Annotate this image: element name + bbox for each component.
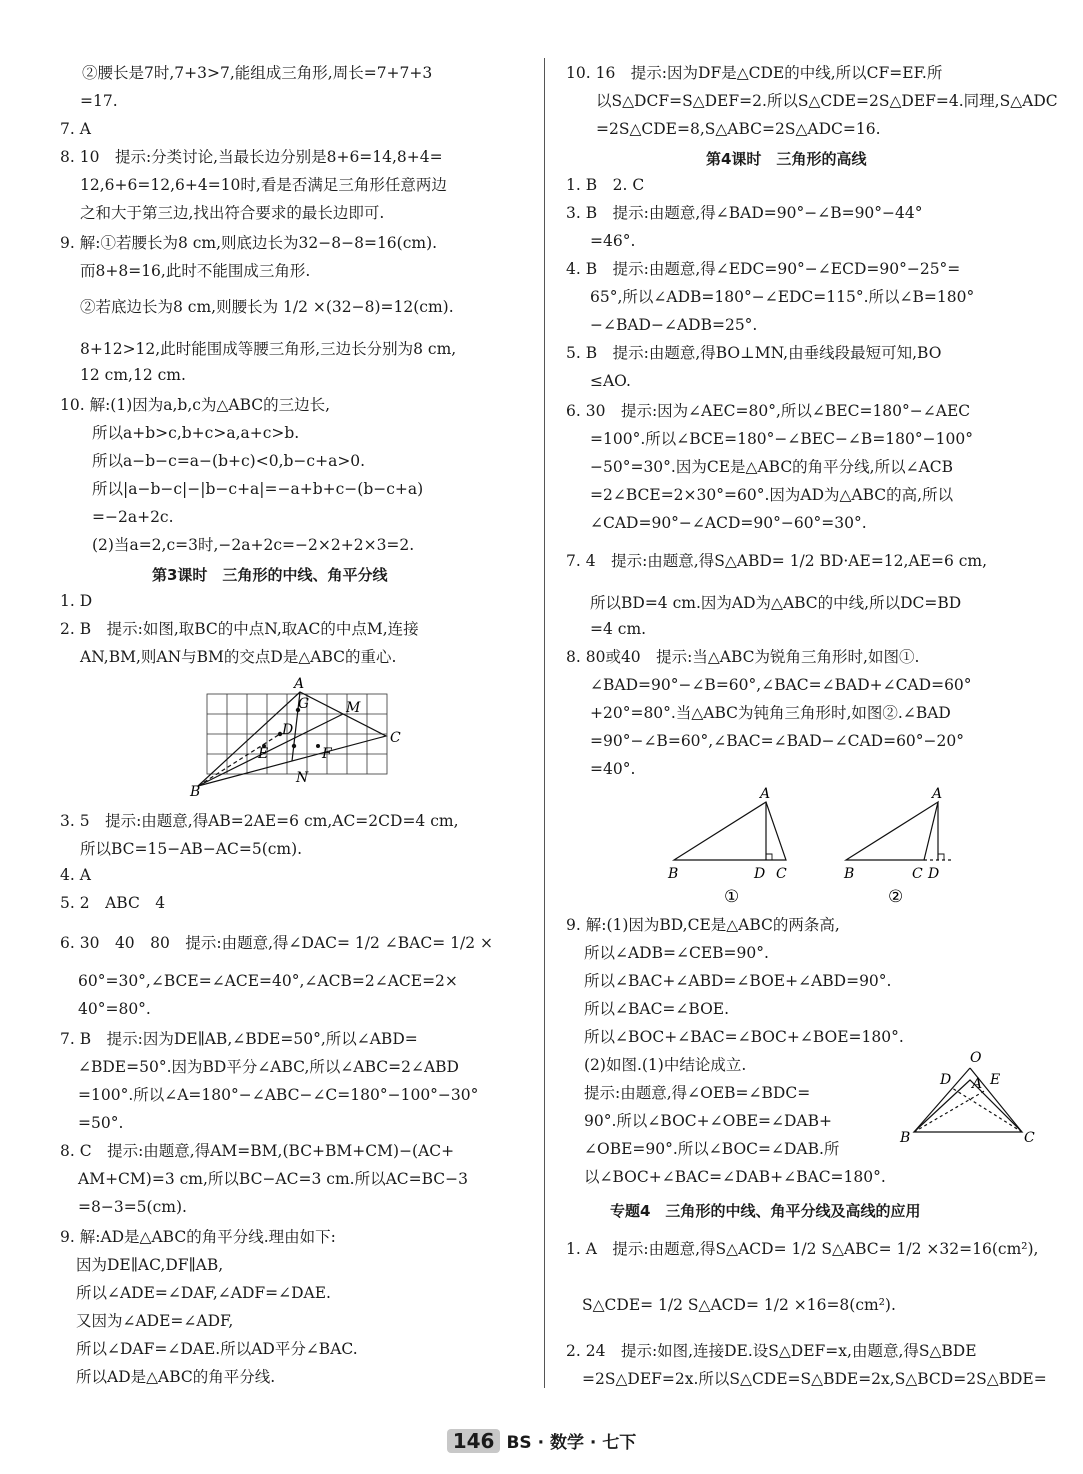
text-line: AM+CM)=3 cm,所以BC−AC=3 cm.所以AC=BC−3 — [78, 1170, 468, 1188]
text-line: =2S△CDE=8,S△ABC=2S△ADC=16. — [596, 120, 881, 138]
text-line: 12 cm,12 cm. — [80, 366, 186, 384]
text-line: (2)当a=2,c=3时,−2a+2c=−2×2+2×3=2. — [92, 536, 415, 554]
text-line: 60°=30°,∠BCE=∠ACE=40°,∠ACB=2∠ACE=2× — [78, 972, 458, 990]
page-footer — [0, 1428, 1083, 1453]
text-line: 因为DE∥AC,DF∥AB, — [76, 1256, 224, 1274]
text-line: 所以a+b>c,b+c>a,a+c>b. — [92, 424, 300, 442]
section-heading: 第4课时 三角形的高线 — [706, 150, 867, 168]
answer-2d: 2. 24 提示:如图,连接DE.设S△DEF=x,由题意,得S△BDE — [566, 1342, 977, 1360]
text-line: 所以BC=15−AB−AC=5(cm). — [80, 840, 303, 858]
column-divider — [544, 58, 545, 1388]
text-line: =4 cm. — [590, 620, 647, 638]
text-line: 12,6+6=12,6+4=10时,看是否满足三角形任意两边 — [80, 176, 447, 194]
text-line: 8+12>12,此时能围成等腰三角形,三边长分别为8 cm, — [80, 340, 457, 358]
answer-3c: 3. B 提示:由题意,得∠BAD=90°−∠B=90°−44° — [566, 204, 923, 222]
fig3-label: O — [970, 1050, 982, 1066]
fig3-label: D — [940, 1072, 952, 1088]
fig1-label: F — [322, 746, 332, 762]
text-line: ②腰长是7时,7+3>7,能组成三角形,周长=7+7+3 — [82, 64, 433, 82]
answer-4: 4. A — [60, 866, 91, 884]
fig1-label: D — [282, 722, 294, 738]
text-line: ②若底边长为8 cm,则腰长为 1/2 ×(32−8)=12(cm). — [80, 298, 454, 316]
text-line: AN,BM,则AN与BM的交点D是△ABC的重心. — [80, 648, 397, 666]
fig2-label: C — [912, 866, 923, 882]
answer-10: 10. 解:(1)因为a,b,c为△ABC的三边长, — [60, 396, 331, 414]
text-line: =90°−∠B=60°,∠BAC=∠BAD−∠CAD=60°−20° — [590, 732, 965, 750]
fig1-label: M — [346, 700, 361, 716]
text-line: 之和大于第三边,找出符合要求的最长边即可. — [80, 204, 385, 222]
text-line: =46°. — [590, 232, 636, 250]
section-heading: 第3课时 三角形的中线、角平分线 — [152, 566, 388, 584]
text-line: =40°. — [590, 760, 636, 778]
text-line: 所以AD是△ABC的角平分线. — [76, 1368, 276, 1386]
text-line: ∠BDE=50°.因为BD平分∠ABC,所以∠ABC=2∠ABD — [78, 1058, 459, 1076]
text-line: =100°.所以∠BCE=180°−∠BEC−∠B=180°−100° — [590, 430, 973, 448]
fig1-label: A — [294, 676, 305, 692]
text-line: =50°. — [78, 1114, 124, 1132]
footer-text: BS · 数学 · 七下 — [506, 1433, 637, 1453]
answer-5c: 5. B 提示:由题意,得BO⊥MN,由垂线段最短可知,BO — [566, 344, 942, 362]
text-line: =2∠BCE=2×30°=60°.因为AD为△ABC的高,所以 — [590, 486, 954, 504]
page-number: 146 — [447, 1429, 501, 1453]
text-line: 所以BD=4 cm.因为AD为△ABC的中线,所以DC=BD — [590, 594, 962, 612]
text-line: ∠CAD=90°−∠ACD=90°−60°=30°. — [590, 514, 867, 532]
answer-1d: 1. A 提示:由题意,得S△ACD= 1/2 S△ABC= 1/2 ×32=16(cm²), — [566, 1240, 1039, 1258]
answer-3: 3. 5 提示:由题意,得AB=2AE=6 cm,AC=2CD=4 cm, — [60, 812, 459, 830]
fig3-label: B — [900, 1130, 911, 1146]
fig1-label: G — [298, 696, 310, 712]
fig1-label: C — [390, 730, 401, 746]
text-line: =100°.所以∠A=180°−∠ABC−∠C=180°−100°−30° — [78, 1086, 479, 1104]
fig2-label: B — [844, 866, 855, 882]
text-line: 所以∠DAF=∠DAE.所以AD平分∠BAC. — [76, 1340, 358, 1358]
fig2-caption: ① — [724, 887, 740, 907]
text-line: 提示:由题意,得∠OEB=∠BDC= — [584, 1084, 811, 1102]
text-line: 90°.所以∠BOC+∠OBE=∠DAB+ — [584, 1112, 832, 1130]
text-line: 所以∠ADB=∠CEB=90°. — [584, 944, 769, 962]
answer-5: 5. 2 ABC 4 — [60, 894, 166, 912]
text-line: 所以∠BAC=∠BOE. — [584, 1000, 730, 1018]
section-heading: 专题4 三角形的中线、角平分线及高线的应用 — [610, 1202, 921, 1220]
text-line: =8−3=5(cm). — [78, 1198, 187, 1216]
text-line: 又因为∠ADE=∠ADF, — [76, 1312, 234, 1330]
text-line: S△CDE= 1/2 S△ACD= 1/2 ×16=8(cm²). — [582, 1296, 896, 1314]
answer-1-2: 1. B 2. C — [566, 176, 645, 194]
text-line: ≤AO. — [590, 372, 631, 390]
answer-10b: 10. 16 提示:因为DF是△CDE的中线,所以CF=EF.所 — [566, 64, 943, 82]
fig2-label: B — [668, 866, 679, 882]
text-line: =−2a+2c. — [92, 508, 174, 526]
text-line: 所以a−b−c=a−(b+c)<0,b−c+a>0. — [92, 452, 366, 470]
answer-9c: 9. 解:(1)因为BD,CE是△ABC的两条高, — [566, 916, 840, 934]
text-line: 40°=80°. — [78, 1000, 151, 1018]
text-line: 而8+8=16,此时不能围成三角形. — [80, 262, 311, 280]
triangle-figures — [666, 786, 966, 908]
text-line: ∠OBE=90°.所以∠BOC=∠DAB.所 — [584, 1140, 840, 1158]
text-line: ∠BAD=90°−∠B=60°,∠BAC=∠BAD+∠CAD=60° — [590, 676, 972, 694]
fig2-label: D — [928, 866, 940, 882]
fig1-label: E — [258, 746, 269, 762]
answer-1: 1. D — [60, 592, 93, 610]
text-line: (2)如图.(1)中结论成立. — [584, 1056, 747, 1074]
text-line: +20°=80°.当△ABC为钝角三角形时,如图②.∠BAD — [590, 704, 951, 722]
answer-8b: 8. C 提示:由题意,得AM=BM,(BC+BM+CM)−(AC+ — [60, 1142, 455, 1160]
answer-2: 2. B 提示:如图,取BC的中点N,取AC的中点M,连接 — [60, 620, 419, 638]
answer-9b: 9. 解:AD是△ABC的角平分线.理由如下: — [60, 1228, 336, 1246]
answer-6: 6. 30 40 80 提示:由题意,得∠DAC= 1/2 ∠BAC= 1/2 × — [60, 934, 493, 952]
fig2-label: D — [754, 866, 766, 882]
answer-9: 9. 解:①若腰长为8 cm,则底边长为32−8−8=16(cm). — [60, 234, 438, 252]
answer-7: 7. A — [60, 120, 91, 138]
text-line: 所以∠ADE=∠DAF,∠ADF=∠DAE. — [76, 1284, 331, 1302]
fig3-label: C — [1024, 1130, 1035, 1146]
text-line: 所以|a−b−c|−|b−c+a|=−a+b+c−(b−c+a) — [92, 480, 424, 498]
centroid-grid-figure — [190, 676, 420, 800]
text-line: −∠BAD−∠ADB=25°. — [590, 316, 758, 334]
text-line: 所以∠BAC+∠ABD=∠BOE+∠ABD=90°. — [584, 972, 892, 990]
fig2-caption: ② — [888, 887, 904, 907]
text-line: −50°=30°.因为CE是△ABC的角平分线,所以∠ACB — [590, 458, 954, 476]
fig2-label: C — [776, 866, 787, 882]
obtuse-heights-figure — [900, 1050, 1046, 1150]
answer-7c: 7. 4 提示:由题意,得S△ABD= 1/2 BD·AE=12,AE=6 cm, — [566, 552, 988, 570]
text-line: 65°,所以∠ADB=180°−∠EDC=115°.所以∠B=180° — [590, 288, 975, 306]
text-line: =17. — [80, 92, 118, 110]
answer-8: 8. 10 提示:分类讨论,当最长边分别是8+6=14,8+4= — [60, 148, 443, 166]
fig2-label: A — [932, 786, 943, 802]
answer-8c: 8. 80或40 提示:当△ABC为锐角三角形时,如图①. — [566, 648, 920, 666]
fig3-label: E — [990, 1072, 1001, 1088]
text-line: 所以∠BOC+∠BAC=∠BOC+∠BOE=180°. — [584, 1028, 904, 1046]
fig3-label: A — [972, 1076, 983, 1092]
text-line: 以∠BOC+∠BAC=∠DAB+∠BAC=180°. — [584, 1168, 886, 1186]
answer-7b: 7. B 提示:因为DE∥AB,∠BDE=50°,所以∠ABD= — [60, 1030, 418, 1048]
fig2-label: A — [760, 786, 771, 802]
text-line: =2S△DEF=2x.所以S△CDE=S△BDE=2x,S△BCD=2S△BDE= — [582, 1370, 1047, 1388]
text-line: 以S△DCF=S△DEF=2.所以S△CDE=2S△DEF=4.同理,S△ADC — [596, 92, 1058, 110]
fig1-label: N — [296, 770, 309, 786]
answer-6c: 6. 30 提示:因为∠AEC=80°,所以∠BEC=180°−∠AEC — [566, 402, 971, 420]
answer-4c: 4. B 提示:由题意,得∠EDC=90°−∠ECD=90°−25°= — [566, 260, 961, 278]
fig1-label: B — [190, 784, 201, 800]
